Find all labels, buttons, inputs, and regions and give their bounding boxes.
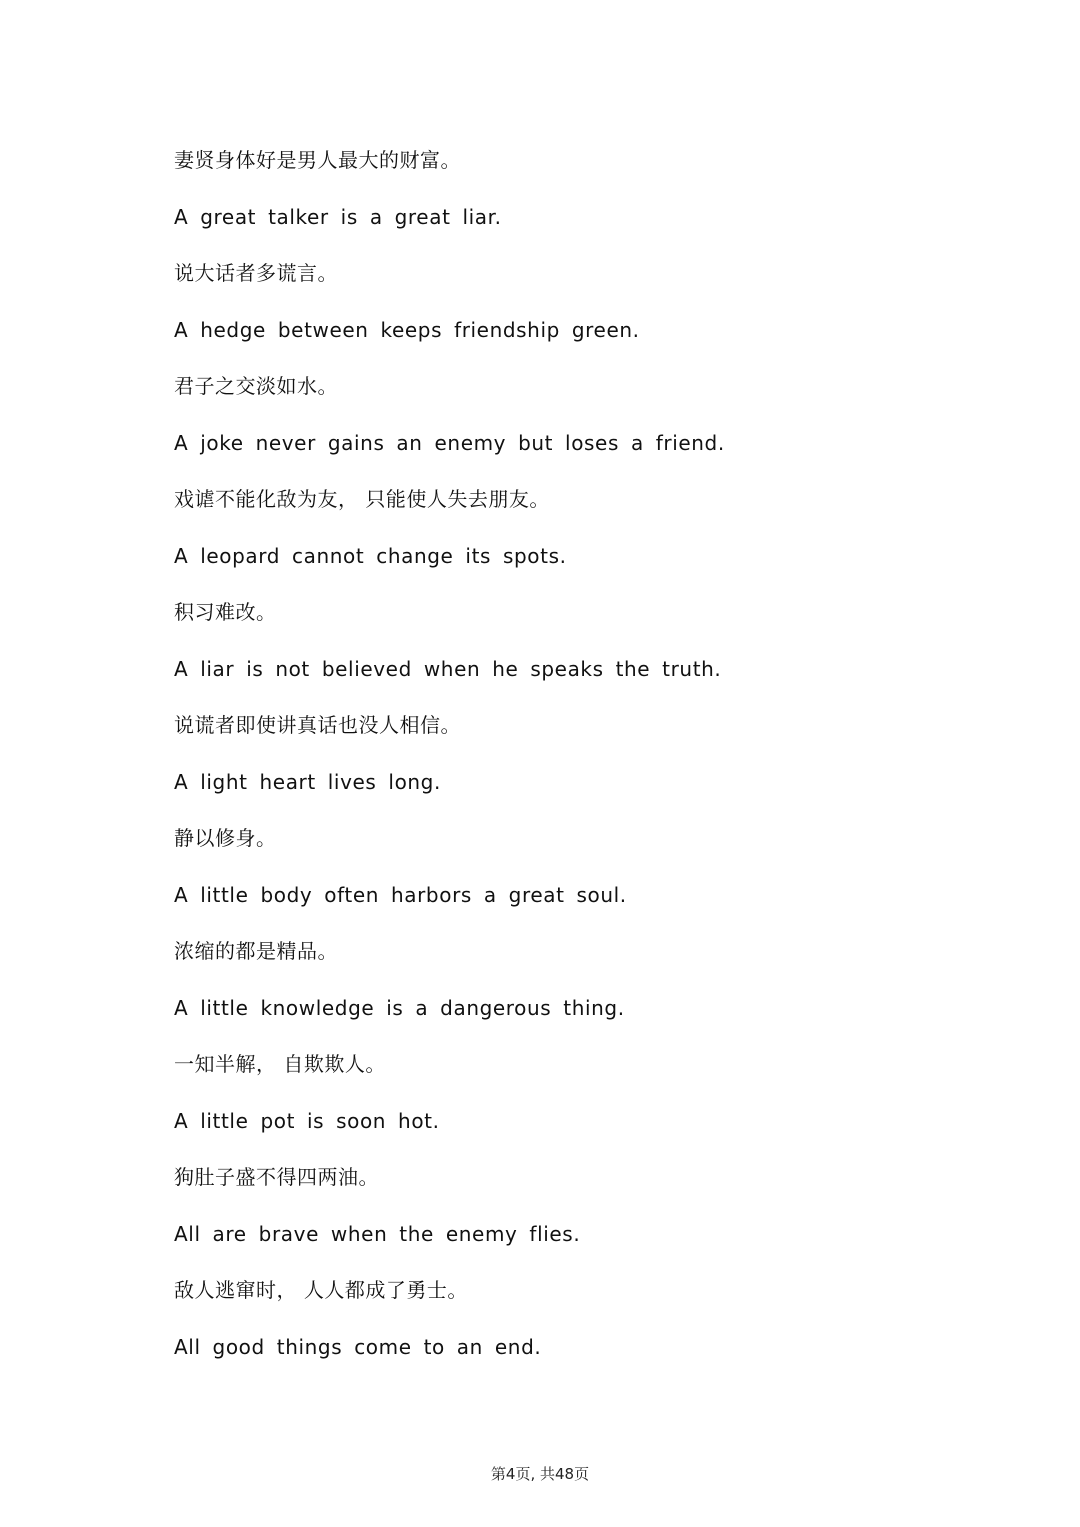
proverb-line: A little pot is soon hot. bbox=[174, 1108, 440, 1133]
proverb-line: A liar is not believed when he speaks the truth. bbox=[174, 656, 722, 681]
proverb-line: A leopard cannot change its spots. bbox=[174, 543, 567, 568]
proverb-line: 积习难改。 bbox=[174, 600, 277, 624]
proverb-line: 妻贤身体好是男人最大的财富。 bbox=[174, 148, 461, 172]
proverb-line: 一知半解， 自欺欺人。 bbox=[174, 1052, 386, 1076]
proverb-line: 君子之交淡如水。 bbox=[174, 374, 338, 398]
proverb-line: 浓缩的都是精品。 bbox=[174, 939, 338, 963]
proverb-line: 说谎者即使讲真话也没人相信。 bbox=[174, 713, 461, 737]
proverb-line: A little body often harbors a great soul. bbox=[174, 882, 627, 907]
page-footer: 第4页, 共48页 bbox=[490, 1465, 590, 1483]
proverb-list bbox=[174, 140, 994, 1383]
proverb-line: A great talker is a great liar. bbox=[174, 204, 502, 229]
proverb-line: A little knowledge is a dangerous thing. bbox=[174, 995, 625, 1020]
proverb-line: A joke never gains an enemy but loses a friend. bbox=[174, 430, 725, 455]
proverb-line: 狗肚子盛不得四两油。 bbox=[174, 1165, 379, 1189]
proverb-line: 说大话者多谎言。 bbox=[174, 261, 338, 285]
proverb-line: All good things come to an end. bbox=[174, 1334, 542, 1359]
proverb-line: A light heart lives long. bbox=[174, 769, 441, 794]
proverb-line: 静以修身。 bbox=[174, 826, 277, 850]
proverb-line: 敌人逃窜时， 人人都成了勇士。 bbox=[174, 1278, 468, 1302]
proverb-line: A hedge between keeps friendship green. bbox=[174, 317, 640, 342]
proverb-line: 戏谑不能化敌为友， 只能使人失去朋友。 bbox=[174, 487, 550, 511]
proverb-line: All are brave when the enemy flies. bbox=[174, 1221, 581, 1246]
